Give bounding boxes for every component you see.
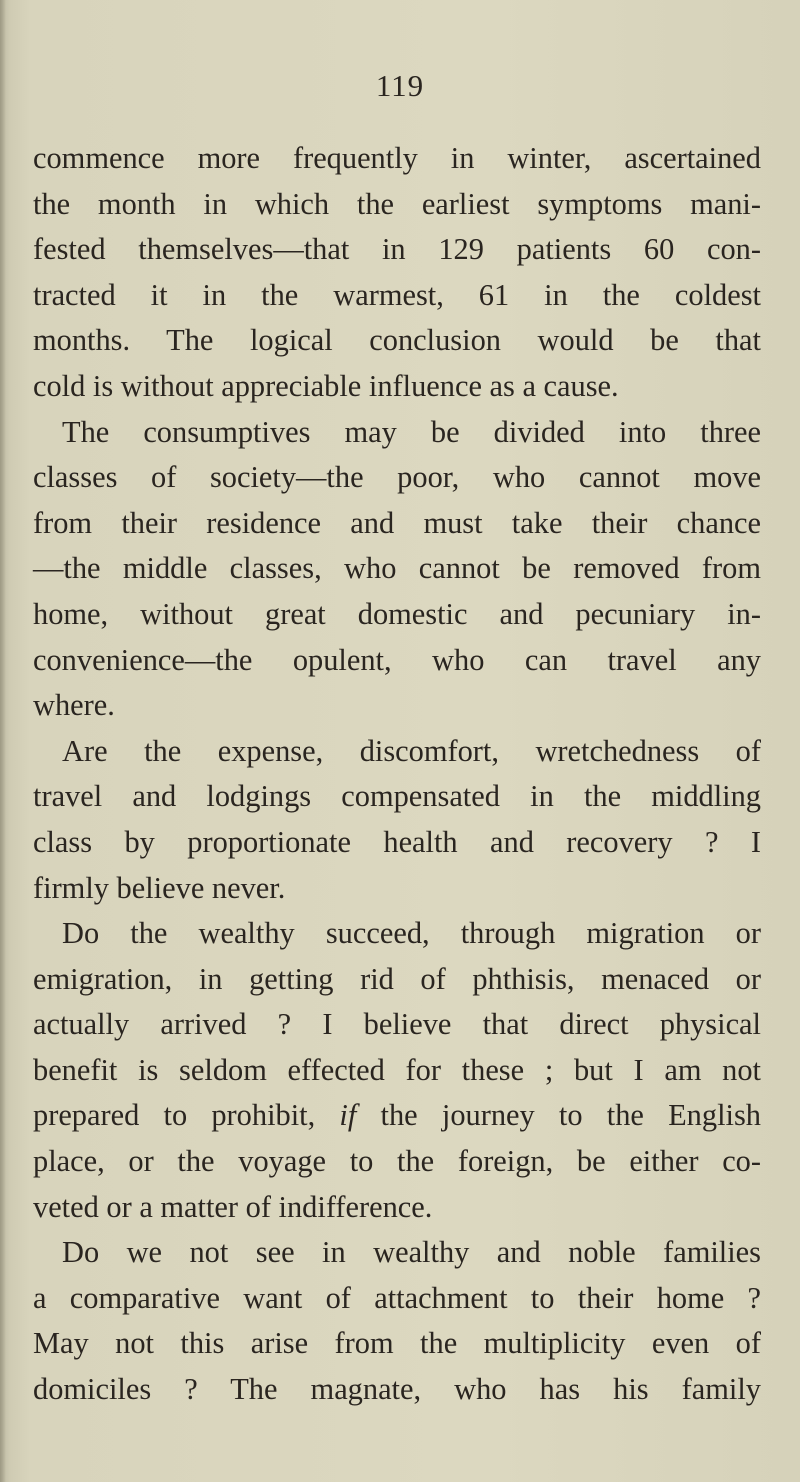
text-line: months. The logical conclusion would be that: [33, 323, 761, 358]
text-segment: the journey to the English: [380, 1098, 761, 1133]
text-line: fested themselves—that in 129 patients 60 con-: [33, 232, 761, 267]
text-line: veted or a matter of indifference.: [33, 1189, 433, 1224]
text-line: firmly believe never.: [33, 870, 286, 905]
page-number: 119: [375, 68, 425, 103]
text-line: actually arrived ? I believe that direct physical: [33, 1007, 761, 1042]
text-line: a comparative want of attachment to their home ?: [33, 1280, 761, 1315]
text-line: classes of society—the poor, who cannot move: [33, 460, 761, 495]
text-line: emigration, in getting rid of phthisis, menaced or: [33, 961, 761, 996]
text-line: convenience—the opulent, who can travel any: [33, 642, 761, 677]
text-line: class by proportionate health and recovery ? I: [33, 824, 761, 859]
italic-word: if: [339, 1098, 357, 1133]
text-line: commence more frequently in winter, ascertained: [33, 141, 761, 175]
body-text: [33, 136, 761, 1413]
text-line: —the middle classes, who cannot be removed from: [33, 551, 761, 586]
text-line: home, without great domestic and pecuniary in-: [33, 596, 761, 631]
text-line: [33, 1093, 761, 1139]
text-line: cold is without appreciable influence as a cause.: [33, 368, 619, 403]
text-line: travel and lodgings compensated in the middling: [33, 779, 761, 814]
text-line: Are the expense, discomfort, wretchedness of: [62, 733, 761, 768]
text-line: the month in which the earliest symptoms mani-: [33, 186, 761, 221]
text-line: domiciles ? The magnate, who has his family: [33, 1372, 761, 1407]
text-line: May not this arise from the multiplicity even of: [33, 1326, 761, 1361]
text-segment: prepared to prohibit,: [33, 1098, 316, 1133]
text-line: tracted it in the warmest, 61 in the coldest: [33, 277, 761, 312]
text-line: place, or the voyage to the foreign, be either co-: [33, 1144, 761, 1179]
gutter-shadow: [0, 0, 6, 1482]
text-line: Do the wealthy succeed, through migration or: [62, 916, 761, 951]
text-line: The consumptives may be divided into three: [62, 414, 761, 449]
text-line: benefit is seldom effected for these ; but I am not: [33, 1052, 761, 1087]
text-line: Do we not see in wealthy and noble families: [62, 1235, 761, 1270]
text-line: where.: [33, 688, 115, 723]
text-line: from their residence and must take their chance: [33, 505, 761, 540]
